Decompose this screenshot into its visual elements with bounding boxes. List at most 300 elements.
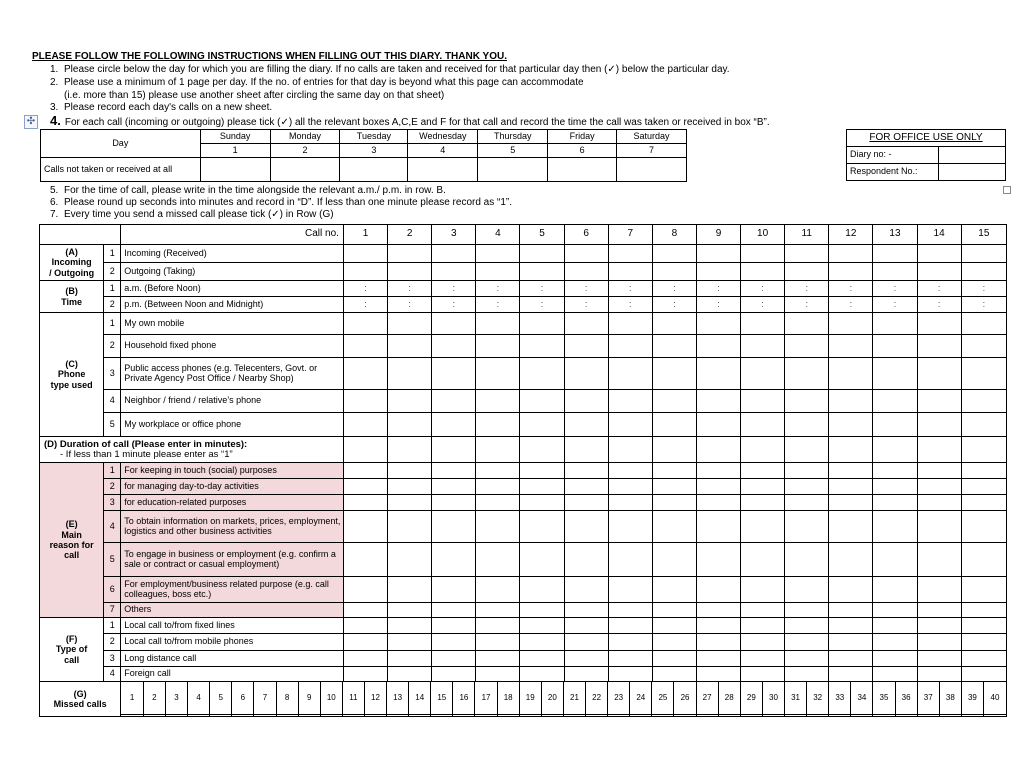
entry-cell[interactable]	[343, 634, 387, 651]
entry-cell[interactable]	[696, 413, 740, 437]
entry-cell[interactable]	[917, 263, 961, 281]
no-calls-cell[interactable]	[548, 158, 617, 182]
entry-cell[interactable]	[785, 495, 829, 511]
time-entry-cell[interactable]: :	[873, 281, 917, 297]
entry-cell[interactable]	[961, 577, 1006, 603]
entry-cell[interactable]	[961, 263, 1006, 281]
entry-cell[interactable]	[432, 413, 476, 437]
entry-cell[interactable]	[785, 667, 829, 682]
entry-cell[interactable]	[652, 335, 696, 358]
entry-cell[interactable]	[432, 543, 476, 577]
entry-cell[interactable]	[432, 335, 476, 358]
entry-cell[interactable]	[476, 463, 520, 479]
entry-cell[interactable]	[696, 390, 740, 413]
time-entry-cell[interactable]: :	[785, 281, 829, 297]
entry-cell[interactable]	[520, 390, 564, 413]
missed-call-tick-cell[interactable]	[718, 714, 740, 716]
entry-cell[interactable]	[388, 511, 432, 543]
missed-call-tick-cell[interactable]	[652, 714, 674, 716]
entry-cell[interactable]	[961, 603, 1006, 618]
no-calls-cell[interactable]	[340, 158, 408, 182]
entry-cell[interactable]	[873, 543, 917, 577]
entry-cell[interactable]	[785, 603, 829, 618]
entry-cell[interactable]	[564, 479, 608, 495]
entry-cell[interactable]	[829, 463, 873, 479]
time-entry-cell[interactable]: :	[608, 281, 652, 297]
entry-cell[interactable]	[696, 577, 740, 603]
missed-call-tick-cell[interactable]	[785, 714, 807, 716]
table-move-handle-icon[interactable]: ✣	[24, 115, 38, 129]
entry-cell[interactable]	[432, 495, 476, 511]
entry-cell[interactable]	[917, 543, 961, 577]
entry-cell[interactable]	[652, 463, 696, 479]
entry-cell[interactable]	[652, 511, 696, 543]
entry-cell[interactable]	[652, 651, 696, 667]
missed-call-tick-cell[interactable]	[431, 714, 453, 716]
entry-cell[interactable]	[432, 618, 476, 634]
entry-cell[interactable]	[608, 618, 652, 634]
entry-cell[interactable]	[432, 603, 476, 618]
entry-cell[interactable]	[388, 479, 432, 495]
entry-cell[interactable]	[741, 603, 785, 618]
day-number[interactable]: 5	[478, 144, 548, 158]
entry-cell[interactable]	[388, 245, 432, 263]
time-entry-cell[interactable]: :	[873, 297, 917, 313]
time-entry-cell[interactable]: :	[388, 297, 432, 313]
entry-cell[interactable]	[476, 335, 520, 358]
entry-cell[interactable]	[917, 495, 961, 511]
entry-cell[interactable]	[961, 479, 1006, 495]
entry-cell[interactable]	[343, 511, 387, 543]
missed-call-tick-cell[interactable]	[873, 714, 895, 716]
entry-cell[interactable]	[961, 245, 1006, 263]
entry-cell[interactable]	[343, 437, 387, 463]
entry-cell[interactable]	[961, 511, 1006, 543]
entry-cell[interactable]	[343, 667, 387, 682]
entry-cell[interactable]	[696, 603, 740, 618]
time-entry-cell[interactable]: :	[343, 281, 387, 297]
entry-cell[interactable]	[873, 313, 917, 335]
entry-cell[interactable]	[476, 390, 520, 413]
entry-cell[interactable]	[741, 263, 785, 281]
entry-cell[interactable]	[432, 577, 476, 603]
entry-cell[interactable]	[608, 603, 652, 618]
entry-cell[interactable]	[873, 390, 917, 413]
entry-cell[interactable]	[343, 577, 387, 603]
entry-cell[interactable]	[343, 603, 387, 618]
entry-cell[interactable]	[696, 437, 740, 463]
entry-cell[interactable]	[741, 358, 785, 390]
entry-cell[interactable]	[608, 335, 652, 358]
time-entry-cell[interactable]: :	[696, 297, 740, 313]
missed-call-tick-cell[interactable]	[519, 714, 541, 716]
entry-cell[interactable]	[564, 358, 608, 390]
entry-cell[interactable]	[829, 413, 873, 437]
entry-cell[interactable]	[564, 603, 608, 618]
entry-cell[interactable]	[476, 495, 520, 511]
time-entry-cell[interactable]: :	[432, 297, 476, 313]
entry-cell[interactable]	[520, 479, 564, 495]
entry-cell[interactable]	[961, 390, 1006, 413]
entry-cell[interactable]	[476, 313, 520, 335]
entry-cell[interactable]	[696, 651, 740, 667]
entry-cell[interactable]	[873, 603, 917, 618]
entry-cell[interactable]	[432, 245, 476, 263]
entry-cell[interactable]	[917, 479, 961, 495]
entry-cell[interactable]	[741, 667, 785, 682]
entry-cell[interactable]	[520, 667, 564, 682]
missed-call-tick-cell[interactable]	[917, 714, 939, 716]
entry-cell[interactable]	[829, 543, 873, 577]
entry-cell[interactable]	[829, 335, 873, 358]
time-entry-cell[interactable]: :	[608, 297, 652, 313]
missed-call-tick-cell[interactable]	[232, 714, 254, 716]
entry-cell[interactable]	[652, 437, 696, 463]
entry-cell[interactable]	[829, 245, 873, 263]
entry-cell[interactable]	[917, 667, 961, 682]
time-entry-cell[interactable]: :	[564, 281, 608, 297]
entry-cell[interactable]	[785, 577, 829, 603]
entry-cell[interactable]	[741, 413, 785, 437]
entry-cell[interactable]	[917, 335, 961, 358]
entry-cell[interactable]	[785, 543, 829, 577]
entry-cell[interactable]	[564, 577, 608, 603]
entry-cell[interactable]	[343, 651, 387, 667]
missed-call-tick-cell[interactable]	[895, 714, 917, 716]
entry-cell[interactable]	[652, 634, 696, 651]
entry-cell[interactable]	[785, 511, 829, 543]
entry-cell[interactable]	[829, 390, 873, 413]
entry-cell[interactable]	[652, 263, 696, 281]
entry-cell[interactable]	[652, 413, 696, 437]
entry-cell[interactable]	[873, 667, 917, 682]
entry-cell[interactable]	[388, 543, 432, 577]
entry-cell[interactable]	[388, 390, 432, 413]
entry-cell[interactable]	[388, 651, 432, 667]
entry-cell[interactable]	[652, 245, 696, 263]
entry-cell[interactable]	[961, 313, 1006, 335]
entry-cell[interactable]	[652, 495, 696, 511]
entry-cell[interactable]	[696, 358, 740, 390]
entry-cell[interactable]	[785, 463, 829, 479]
entry-cell[interactable]	[785, 390, 829, 413]
entry-cell[interactable]	[520, 413, 564, 437]
entry-cell[interactable]	[917, 603, 961, 618]
entry-cell[interactable]	[520, 463, 564, 479]
entry-cell[interactable]	[785, 335, 829, 358]
entry-cell[interactable]	[520, 263, 564, 281]
missed-call-tick-cell[interactable]	[497, 714, 519, 716]
entry-cell[interactable]	[652, 543, 696, 577]
entry-cell[interactable]	[917, 618, 961, 634]
entry-cell[interactable]	[608, 511, 652, 543]
entry-cell[interactable]	[785, 479, 829, 495]
entry-cell[interactable]	[520, 603, 564, 618]
entry-cell[interactable]	[917, 511, 961, 543]
missed-call-tick-cell[interactable]	[961, 714, 983, 716]
entry-cell[interactable]	[917, 651, 961, 667]
missed-call-tick-cell[interactable]	[409, 714, 431, 716]
entry-cell[interactable]	[741, 511, 785, 543]
entry-cell[interactable]	[476, 577, 520, 603]
entry-cell[interactable]	[520, 437, 564, 463]
entry-cell[interactable]	[829, 263, 873, 281]
entry-cell[interactable]	[520, 543, 564, 577]
entry-cell[interactable]	[564, 618, 608, 634]
entry-cell[interactable]	[873, 335, 917, 358]
missed-call-tick-cell[interactable]	[807, 714, 829, 716]
missed-call-tick-cell[interactable]	[630, 714, 652, 716]
missed-call-tick-cell[interactable]	[586, 714, 608, 716]
entry-cell[interactable]	[520, 245, 564, 263]
entry-cell[interactable]	[564, 437, 608, 463]
entry-cell[interactable]	[741, 495, 785, 511]
entry-cell[interactable]	[432, 511, 476, 543]
entry-cell[interactable]	[564, 413, 608, 437]
time-entry-cell[interactable]: :	[829, 297, 873, 313]
entry-cell[interactable]	[608, 463, 652, 479]
entry-cell[interactable]	[873, 479, 917, 495]
missed-call-tick-cell[interactable]	[762, 714, 784, 716]
entry-cell[interactable]	[608, 263, 652, 281]
time-entry-cell[interactable]: :	[829, 281, 873, 297]
entry-cell[interactable]	[829, 577, 873, 603]
entry-cell[interactable]	[785, 358, 829, 390]
entry-cell[interactable]	[741, 618, 785, 634]
entry-cell[interactable]	[564, 511, 608, 543]
no-calls-cell[interactable]	[270, 158, 340, 182]
entry-cell[interactable]	[432, 667, 476, 682]
entry-cell[interactable]	[343, 390, 387, 413]
entry-cell[interactable]	[917, 313, 961, 335]
entry-cell[interactable]	[961, 413, 1006, 437]
entry-cell[interactable]	[520, 511, 564, 543]
entry-cell[interactable]	[652, 313, 696, 335]
entry-cell[interactable]	[608, 634, 652, 651]
entry-cell[interactable]	[432, 437, 476, 463]
missed-call-tick-cell[interactable]	[696, 714, 718, 716]
entry-cell[interactable]	[564, 390, 608, 413]
entry-cell[interactable]	[696, 618, 740, 634]
entry-cell[interactable]	[696, 543, 740, 577]
entry-cell[interactable]	[432, 463, 476, 479]
entry-cell[interactable]	[343, 263, 387, 281]
entry-cell[interactable]	[785, 618, 829, 634]
entry-cell[interactable]	[476, 437, 520, 463]
entry-cell[interactable]	[785, 313, 829, 335]
entry-cell[interactable]	[741, 245, 785, 263]
entry-cell[interactable]	[608, 577, 652, 603]
entry-cell[interactable]	[696, 511, 740, 543]
entry-cell[interactable]	[873, 651, 917, 667]
entry-cell[interactable]	[785, 634, 829, 651]
entry-cell[interactable]	[917, 634, 961, 651]
entry-cell[interactable]	[829, 495, 873, 511]
entry-cell[interactable]	[741, 543, 785, 577]
missed-call-tick-cell[interactable]	[387, 714, 409, 716]
time-entry-cell[interactable]: :	[652, 297, 696, 313]
entry-cell[interactable]	[343, 479, 387, 495]
entry-cell[interactable]	[343, 313, 387, 335]
entry-cell[interactable]	[343, 495, 387, 511]
entry-cell[interactable]	[741, 634, 785, 651]
time-entry-cell[interactable]: :	[961, 281, 1006, 297]
missed-call-tick-cell[interactable]	[453, 714, 475, 716]
entry-cell[interactable]	[520, 651, 564, 667]
entry-cell[interactable]	[432, 313, 476, 335]
entry-cell[interactable]	[388, 358, 432, 390]
missed-call-tick-cell[interactable]	[254, 714, 276, 716]
entry-cell[interactable]	[741, 437, 785, 463]
entry-cell[interactable]	[652, 358, 696, 390]
entry-cell[interactable]	[564, 651, 608, 667]
missed-call-tick-cell[interactable]	[740, 714, 762, 716]
entry-cell[interactable]	[696, 313, 740, 335]
entry-cell[interactable]	[829, 618, 873, 634]
entry-cell[interactable]	[388, 667, 432, 682]
entry-cell[interactable]	[608, 651, 652, 667]
entry-cell[interactable]	[564, 335, 608, 358]
missed-call-tick-cell[interactable]	[541, 714, 563, 716]
time-entry-cell[interactable]: :	[652, 281, 696, 297]
entry-cell[interactable]	[741, 479, 785, 495]
missed-call-tick-cell[interactable]	[143, 714, 165, 716]
entry-cell[interactable]	[696, 335, 740, 358]
entry-cell[interactable]	[388, 437, 432, 463]
entry-cell[interactable]	[564, 543, 608, 577]
entry-cell[interactable]	[476, 618, 520, 634]
entry-cell[interactable]	[343, 245, 387, 263]
entry-cell[interactable]	[564, 634, 608, 651]
entry-cell[interactable]	[476, 634, 520, 651]
entry-cell[interactable]	[917, 245, 961, 263]
entry-cell[interactable]	[961, 437, 1006, 463]
missed-call-tick-cell[interactable]	[188, 714, 210, 716]
entry-cell[interactable]	[432, 634, 476, 651]
missed-call-tick-cell[interactable]	[984, 714, 1007, 716]
time-entry-cell[interactable]: :	[696, 281, 740, 297]
day-number[interactable]: 4	[408, 144, 478, 158]
entry-cell[interactable]	[432, 479, 476, 495]
missed-call-tick-cell[interactable]	[121, 714, 143, 716]
entry-cell[interactable]	[741, 577, 785, 603]
entry-cell[interactable]	[741, 651, 785, 667]
entry-cell[interactable]	[564, 463, 608, 479]
entry-cell[interactable]	[696, 479, 740, 495]
entry-cell[interactable]	[608, 495, 652, 511]
entry-cell[interactable]	[873, 413, 917, 437]
missed-call-tick-cell[interactable]	[674, 714, 696, 716]
entry-cell[interactable]	[388, 634, 432, 651]
entry-cell[interactable]	[873, 634, 917, 651]
entry-cell[interactable]	[873, 245, 917, 263]
resize-handle-icon[interactable]	[1003, 186, 1011, 194]
entry-cell[interactable]	[873, 618, 917, 634]
entry-cell[interactable]	[520, 495, 564, 511]
entry-cell[interactable]	[917, 390, 961, 413]
entry-cell[interactable]	[961, 618, 1006, 634]
entry-cell[interactable]	[388, 577, 432, 603]
entry-cell[interactable]	[520, 618, 564, 634]
day-number[interactable]: 3	[340, 144, 408, 158]
time-entry-cell[interactable]: :	[343, 297, 387, 313]
entry-cell[interactable]	[343, 618, 387, 634]
entry-cell[interactable]	[564, 667, 608, 682]
entry-cell[interactable]	[696, 495, 740, 511]
missed-call-tick-cell[interactable]	[563, 714, 585, 716]
entry-cell[interactable]	[432, 390, 476, 413]
time-entry-cell[interactable]: :	[432, 281, 476, 297]
entry-cell[interactable]	[829, 667, 873, 682]
time-entry-cell[interactable]: :	[917, 297, 961, 313]
entry-cell[interactable]	[388, 313, 432, 335]
entry-cell[interactable]	[873, 437, 917, 463]
day-number[interactable]: 7	[617, 144, 687, 158]
entry-cell[interactable]	[343, 543, 387, 577]
entry-cell[interactable]	[873, 495, 917, 511]
entry-cell[interactable]	[343, 358, 387, 390]
entry-cell[interactable]	[652, 390, 696, 413]
entry-cell[interactable]	[785, 263, 829, 281]
entry-cell[interactable]	[696, 667, 740, 682]
entry-cell[interactable]	[343, 463, 387, 479]
entry-cell[interactable]	[343, 335, 387, 358]
no-calls-cell[interactable]	[478, 158, 548, 182]
entry-cell[interactable]	[785, 245, 829, 263]
entry-cell[interactable]	[829, 603, 873, 618]
entry-cell[interactable]	[520, 313, 564, 335]
entry-cell[interactable]	[432, 651, 476, 667]
time-entry-cell[interactable]: :	[520, 297, 564, 313]
entry-cell[interactable]	[961, 463, 1006, 479]
entry-cell[interactable]	[829, 437, 873, 463]
entry-cell[interactable]	[608, 358, 652, 390]
day-number[interactable]: 6	[548, 144, 617, 158]
entry-cell[interactable]	[608, 245, 652, 263]
entry-cell[interactable]	[741, 313, 785, 335]
entry-cell[interactable]	[961, 634, 1006, 651]
entry-cell[interactable]	[741, 335, 785, 358]
time-entry-cell[interactable]: :	[785, 297, 829, 313]
entry-cell[interactable]	[696, 634, 740, 651]
entry-cell[interactable]	[476, 263, 520, 281]
entry-cell[interactable]	[829, 313, 873, 335]
time-entry-cell[interactable]: :	[564, 297, 608, 313]
entry-cell[interactable]	[873, 463, 917, 479]
entry-cell[interactable]	[388, 463, 432, 479]
entry-cell[interactable]	[476, 358, 520, 390]
day-number[interactable]: 1	[200, 144, 270, 158]
entry-cell[interactable]	[873, 358, 917, 390]
entry-cell[interactable]	[476, 667, 520, 682]
time-entry-cell[interactable]: :	[741, 281, 785, 297]
entry-cell[interactable]	[476, 651, 520, 667]
no-calls-cell[interactable]	[408, 158, 478, 182]
entry-cell[interactable]	[608, 437, 652, 463]
entry-cell[interactable]	[608, 543, 652, 577]
entry-cell[interactable]	[917, 577, 961, 603]
entry-cell[interactable]	[476, 479, 520, 495]
time-entry-cell[interactable]: :	[388, 281, 432, 297]
entry-cell[interactable]	[829, 479, 873, 495]
entry-cell[interactable]	[917, 358, 961, 390]
entry-cell[interactable]	[388, 603, 432, 618]
entry-cell[interactable]	[917, 437, 961, 463]
missed-call-tick-cell[interactable]	[320, 714, 342, 716]
no-calls-cell[interactable]	[200, 158, 270, 182]
entry-cell[interactable]	[476, 603, 520, 618]
entry-cell[interactable]	[785, 437, 829, 463]
